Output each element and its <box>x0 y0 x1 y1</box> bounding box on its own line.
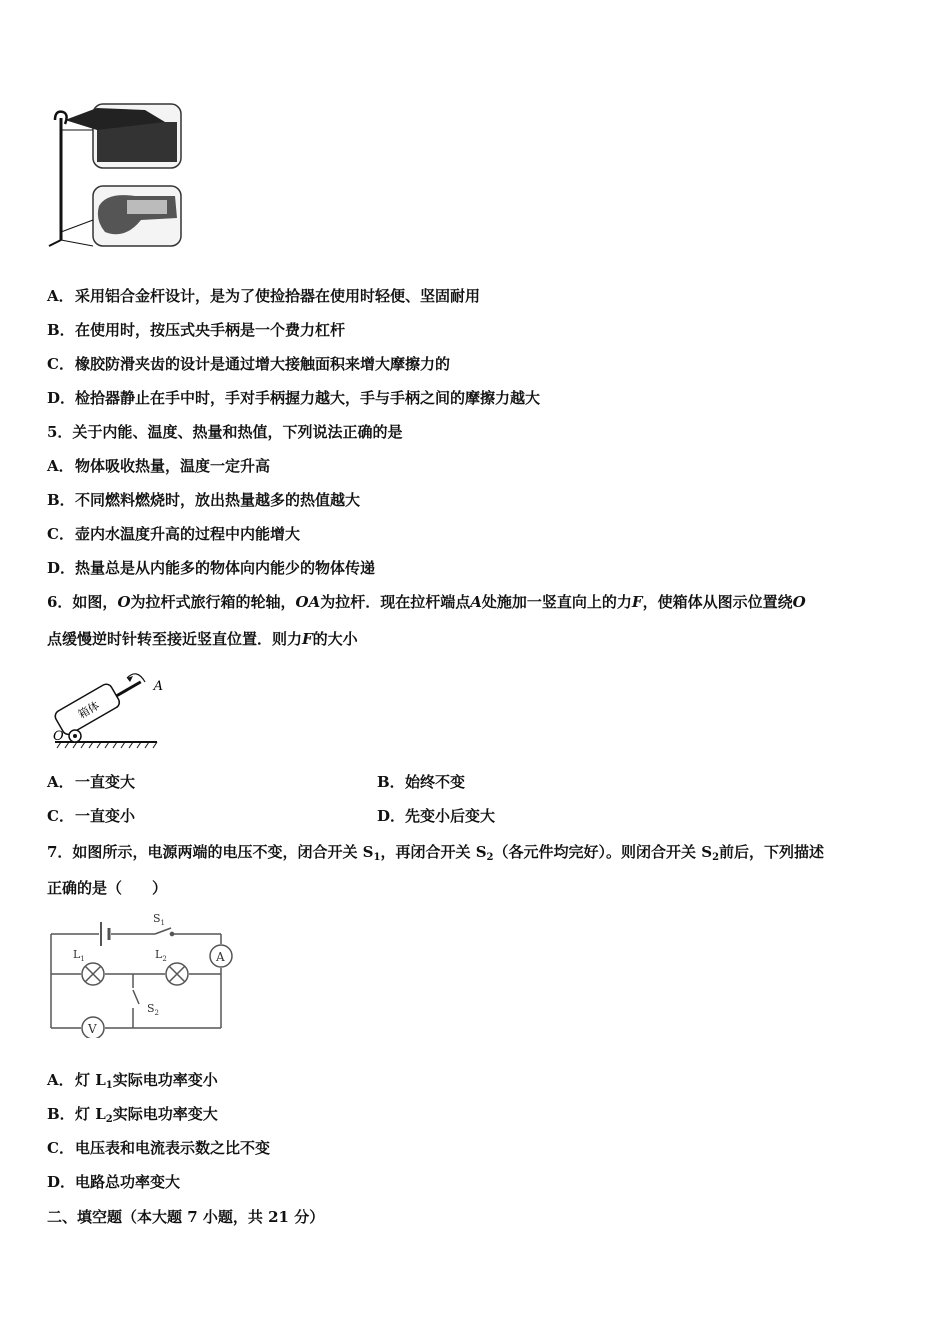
q6-option-d: D．先变小后变大 <box>377 807 496 825</box>
q7-option-d: D．电路总功率变大 <box>47 1173 181 1191</box>
luggage-box-label: 箱体 <box>76 698 102 722</box>
svg-text:L1: $L_1$ <box>73 948 85 963</box>
point-o-label: O <box>53 729 64 744</box>
switch-s1 <box>155 928 171 934</box>
switch-s2 <box>133 990 139 1004</box>
svg-text:V: V <box>88 1022 97 1036</box>
q5-option-b: B．不同燃料燃烧时，放出热量越多的热值越大 <box>47 491 361 509</box>
grabber-tool-figure <box>45 100 185 250</box>
point-a-label: A <box>153 679 163 694</box>
circuit-figure <box>45 908 245 1038</box>
q5-option-a: A．物体吸收热量，温度一定升高 <box>47 457 271 475</box>
q4-option-c: C．橡胶防滑夹齿的设计是通过增大接触面积来增大摩擦力的 <box>47 355 451 373</box>
q4-option-a: A．采用铝合金杆设计，是为了使捡拾器在使用时轻便、坚固耐用 <box>47 287 481 305</box>
q5-option-c: C．壶内水温度升高的过程中内能增大 <box>47 525 301 543</box>
luggage-figure <box>45 660 165 750</box>
q6-option-b: B．始终不变 <box>377 773 466 791</box>
q6-option-c: C．一直变小 <box>47 807 136 825</box>
q4-option-b: B．在使用时，按压式央手柄是一个费力杠杆 <box>47 321 346 339</box>
q7-stem-line2: 正确的是（ ） <box>47 879 168 897</box>
svg-text:S1: $S_1$ <box>153 912 166 927</box>
q7-option-c: C．电压表和电流表示数之比不变 <box>47 1139 271 1157</box>
section-2-title: 二、填空题（本大题 7 小题，共 21 分） <box>47 1208 325 1226</box>
luggage-handle <box>116 682 140 696</box>
svg-text:A: A <box>216 950 225 964</box>
q4-option-d: D．检拾器静止在手中时，手对手柄握力越大，手与手柄之间的摩擦力越大 <box>47 389 541 407</box>
q7-option-b: B．灯 $L_2$实际电功率变大 <box>47 1105 218 1125</box>
q5-option-d: D．热量总是从内能多的物体向内能少的物体传递 <box>47 559 376 577</box>
q6-stem-line2: 点缓慢逆时针转至接近竖直位置．则力F的大小 <box>47 630 358 648</box>
q7-option-a: A．灯 $L_1$实际电功率变小 <box>47 1071 218 1091</box>
svg-text:S2: $S_2$ <box>147 1002 160 1017</box>
q7-stem-line1: 7．如图所示，电源两端的电压不变，闭合开关 $S_1$，再闭合开关 $S_2$（各元件均完好）。则闭合开关 $S_2$前后，下列描述 <box>47 843 825 863</box>
q5-stem: 5．关于内能、温度、热量和热值，下列说法正确的是 <box>47 423 403 441</box>
q6-stem-line1: 6．如图，O为拉杆式旅行箱的轮轴，OA为拉杆．现在拉杆端点A处施加一竖直向上的力F，使箱体从图示位置绕O <box>47 593 806 611</box>
svg-text:L2: $L_2$ <box>155 948 167 963</box>
q6-option-a: A．一直变大 <box>47 773 136 791</box>
